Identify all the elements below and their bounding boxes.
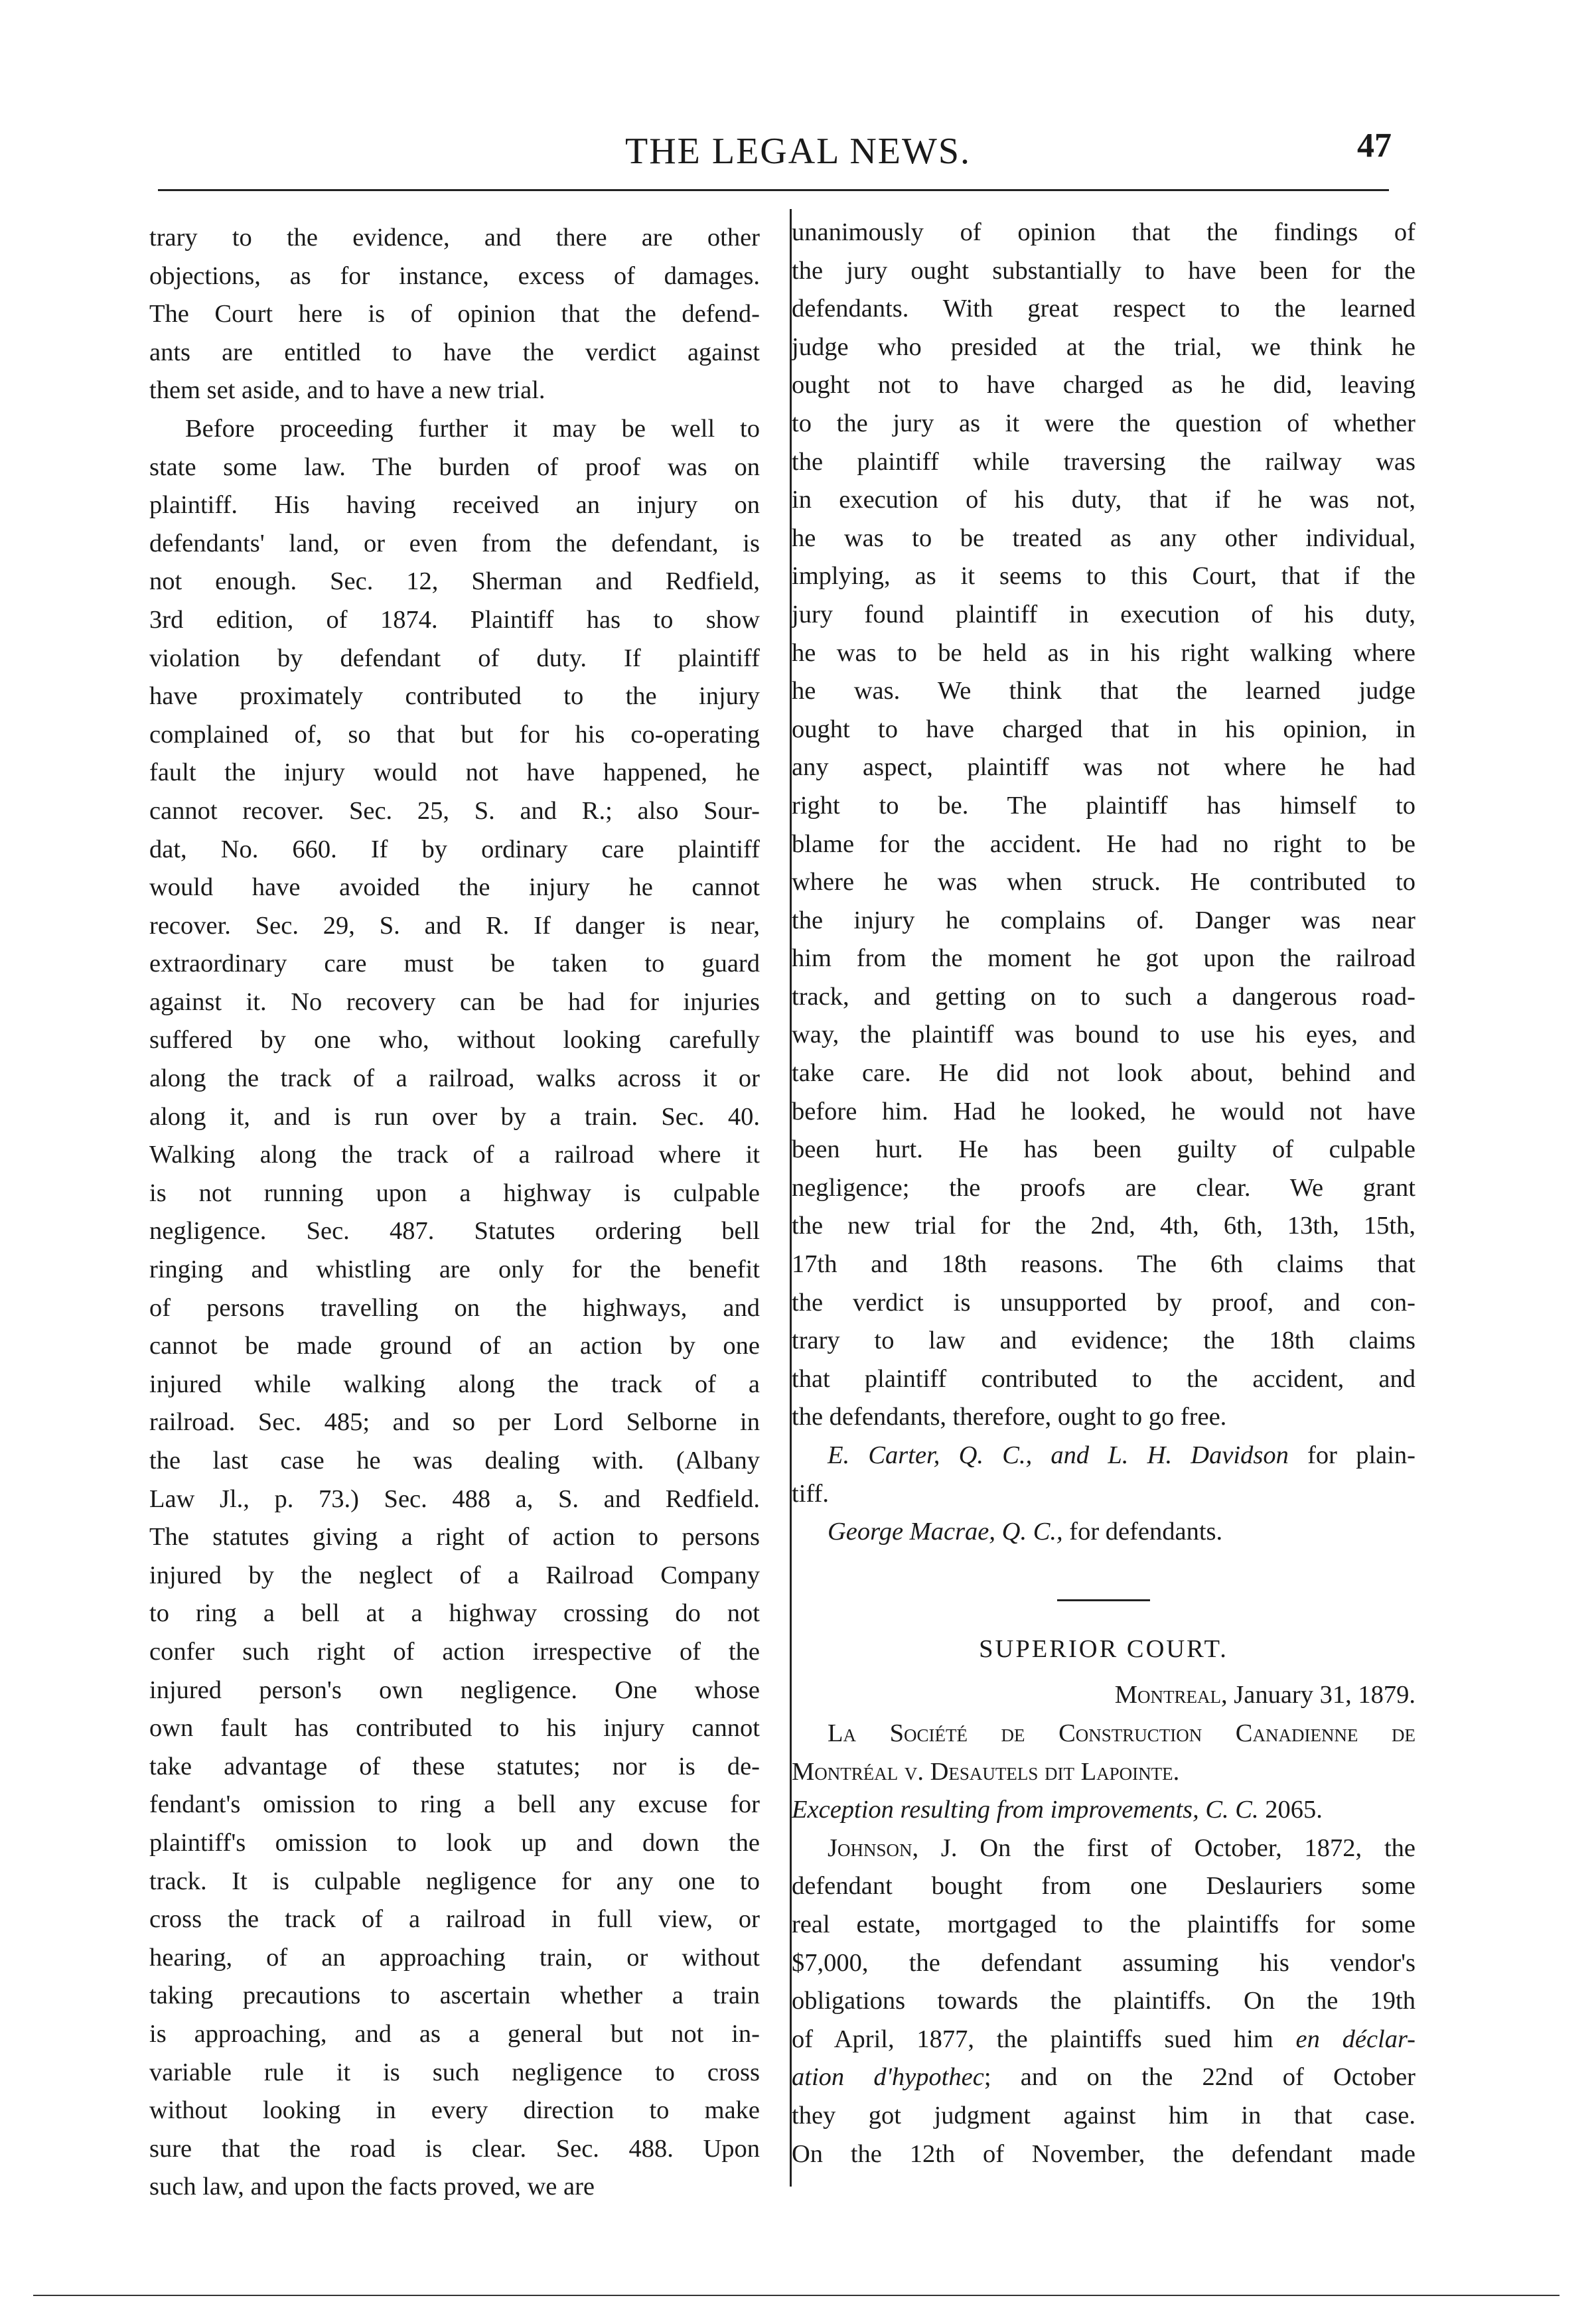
counsel-plaintiff-names: E. Carter, Q. C., and L. H. Davidson	[828, 1441, 1289, 1469]
right-column-line: take care. He did not look about, behind and	[792, 1059, 1415, 1088]
right-column-line: unanimously of opinion that the findings of	[792, 218, 1415, 246]
header-rule	[158, 189, 1389, 191]
left-column-line: taking precautions to ascertain whether a train	[149, 1982, 760, 2010]
left-column-line: Before proceeding further it may be well to	[185, 414, 760, 443]
opinion-line: $7,000, the defendant assuming his vendor's	[792, 1948, 1415, 1977]
right-column-line: negligence; the proofs are clear. We grant	[792, 1173, 1415, 1202]
left-column-line: ants are entitled to have the verdict against	[149, 338, 760, 366]
opinion-first-line	[792, 1830, 1415, 1868]
left-column-line: along it, and is run over by a train. Sec. 40.	[149, 1102, 760, 1131]
opinion-line-april	[792, 2021, 1415, 2059]
counsel-plaintiff-line-2: tiff.	[792, 1479, 829, 1508]
left-column-line: to ring a bell at a highway crossing do not	[149, 1599, 760, 1628]
left-column-line: The statutes giving a right of action to persons	[149, 1523, 760, 1551]
right-column-line: trary to law and evidence; the 18th claims	[792, 1327, 1415, 1355]
right-column-line: track, and getting on to such a dangerous road-	[792, 982, 1415, 1011]
case-title-line-2: Montréal v. Desautels dit Lapointe.	[792, 1757, 1180, 1786]
right-column	[792, 214, 1415, 2173]
case-subject-text: Exception resulting from improvements, C. C.	[792, 1796, 1259, 1824]
opinion-french-term-2: ation d'hypothec	[792, 2063, 984, 2092]
left-column-line: injured person's own negligence. One whose	[149, 1676, 760, 1704]
opinion-line-hypothec	[792, 2058, 1415, 2097]
left-column-line: hearing, of an approaching train, or without	[149, 1943, 760, 1972]
left-column-line: track. It is culpable negligence for any one to	[149, 1867, 760, 1895]
right-column-line: jury found plaintiff in execution of his duty,	[792, 600, 1415, 628]
opinion-text: of April, 1877, the plaintiffs sued him	[792, 2025, 1296, 2053]
left-column-line: state some law. The burden of proof was on	[149, 453, 760, 481]
right-column-line: the plaintiff while traversing the railway was	[792, 447, 1415, 476]
left-column-line: extraordinary care must be taken to guard	[149, 950, 760, 978]
left-column-line: recover. Sec. 29, S. and R. If danger is near,	[149, 911, 760, 940]
left-column-line: them set aside, and to have a new trial.	[149, 376, 545, 405]
left-column-line: variable rule it is such negligence to cross	[149, 2058, 760, 2086]
opinion-line: On the 12th of November, the defendant made	[792, 2139, 1415, 2168]
left-column-line: plaintiff. His having received an injury on	[149, 491, 760, 520]
left-column-line: defendants' land, or even from the defendant, is	[149, 529, 760, 557]
left-column-line: ringing and whistling are only for the benefit	[149, 1256, 760, 1284]
judge-name: Johnson, J.	[828, 1834, 958, 1862]
right-column-line: to the jury as it were the question of whether	[792, 409, 1415, 437]
right-column-body	[792, 214, 1415, 1437]
right-column-line: him from the moment he got upon the railroad	[792, 944, 1415, 973]
right-column-line: the defendants, therefore, ought to go free.	[792, 1403, 1227, 1431]
counsel-defendants-line	[792, 1513, 1415, 1551]
right-column-line: blame for the accident. He had no right to be	[792, 829, 1415, 858]
right-column-line: the jury ought substantially to have been for the	[792, 256, 1415, 285]
left-column-line: Walking along the track of a railroad where it	[149, 1141, 760, 1169]
right-column-line: defendants. With great respect to the learned	[792, 295, 1415, 323]
case-title-line-1: La Société de Construction Canadienne de	[828, 1719, 1415, 1747]
left-column-line: confer such right of action irrespective of the	[149, 1637, 760, 1666]
opinion-french-term: en déclar-	[1295, 2025, 1415, 2053]
left-column-line: the last case he was dealing with. (Albany	[149, 1447, 760, 1475]
left-column-line: injured while walking along the track of a	[149, 1370, 760, 1398]
left-column-line: of persons travelling on the highways, and	[149, 1293, 760, 1322]
left-column-line: is approaching, and as a general but not in-	[149, 2019, 760, 2048]
right-column-line: he was to be held as in his right walking where	[792, 638, 1415, 667]
left-column-line: against it. No recovery can be had for injuries	[149, 987, 760, 1016]
left-column-line: plaintiff's omission to look up and down the	[149, 1828, 760, 1857]
left-column-line: sure that the road is clear. Sec. 488. Upon	[149, 2134, 760, 2163]
left-column-line: cannot recover. Sec. 25, S. and R.; also Sour-	[149, 796, 760, 825]
opinion-tail	[792, 2097, 1415, 2173]
left-column-line: injured by the neglect of a Railroad Company	[149, 1561, 760, 1589]
counsel-defendants-name: George Macrae, Q. C.,	[828, 1518, 1063, 1546]
left-column-line: not enough. Sec. 12, Sherman and Redfield,	[149, 567, 760, 596]
left-column-line: would have avoided the injury he cannot	[149, 873, 760, 902]
opinion-text-2: ; and on the 22nd of October	[983, 2063, 1415, 2092]
page-number: 47	[1357, 127, 1392, 165]
left-column-line: along the track of a railroad, walks across it or	[149, 1064, 760, 1093]
case-subject-article: 2065.	[1258, 1796, 1323, 1824]
left-column	[149, 219, 760, 2206]
left-column-line: is not running upon a highway is culpable	[149, 1179, 760, 1207]
counsel-plaintiff-line	[792, 1437, 1415, 1475]
section-rule	[1057, 1599, 1150, 1601]
left-column-line: The Court here is of opinion that the defend-	[149, 300, 760, 328]
left-column-line: take advantage of these statutes; nor is de-	[149, 1752, 760, 1780]
bottom-rule	[33, 2295, 1560, 2296]
dateline-place: Montreal,	[1114, 1681, 1228, 1709]
opinion-line: defendant bought from one Deslauriers some	[792, 1872, 1415, 1901]
right-column-line: judge who presided at the trial, we think he	[792, 332, 1415, 361]
opinion-line: they got judgment against him in that case.	[792, 2101, 1415, 2129]
opinion-line: real estate, mortgaged to the plaintiffs for some	[792, 1910, 1415, 1938]
right-column-line: that plaintiff contributed to the accident, and	[792, 1364, 1415, 1393]
left-column-line: without looking in every direction to make	[149, 2096, 760, 2125]
dateline-date: January 31, 1879.	[1227, 1681, 1415, 1709]
left-column-line: fendant's omission to ring a bell any excuse for	[149, 1790, 760, 1819]
left-column-line: objections, as for instance, excess of damages.	[149, 261, 760, 290]
left-column-line: suffered by one who, without looking carefully	[149, 1026, 760, 1054]
opinion-line: obligations towards the plaintiffs. On the 19th	[792, 1987, 1415, 2015]
right-column-line: where he was when struck. He contributed to	[792, 868, 1415, 897]
left-column-line: cannot be made ground of an action by one	[149, 1332, 760, 1360]
left-column-line: such law, and upon the facts proved, we are	[149, 2173, 595, 2201]
running-title: THE LEGAL NEWS.	[625, 131, 971, 172]
right-column-line: any aspect, plaintiff was not where he had	[792, 753, 1415, 782]
left-column-line: dat, No. 660. If by ordinary care plaintiff	[149, 835, 760, 863]
right-column-line: way, the plaintiff was bound to use his eyes, and	[792, 1021, 1415, 1049]
left-column-line: cross the track of a railroad in full view, or	[149, 1905, 760, 1934]
left-column-line: trary to the evidence, and there are other	[149, 224, 760, 252]
left-column-line: violation by defendant of duty. If plaintiff	[149, 644, 760, 672]
left-column-line: complained of, so that but for his co-operating	[149, 720, 760, 749]
right-column-line: 17th and 18th reasons. The 6th claims that	[792, 1250, 1415, 1279]
counsel-plaintiff-suffix: for plain-	[1288, 1441, 1415, 1469]
left-column-line: negligence. Sec. 487. Statutes ordering bell	[149, 1217, 760, 1246]
right-column-line: he was to be treated as any other individual,	[792, 524, 1415, 552]
section-heading: SUPERIOR COURT.	[979, 1634, 1228, 1663]
right-column-line: the verdict is unsupported by proof, and con-	[792, 1288, 1415, 1317]
right-column-line: right to be. The plaintiff has himself to	[792, 791, 1415, 820]
left-column-line: 3rd edition, of 1874. Plaintiff has to show	[149, 605, 760, 634]
opinion-first-text: On the first of October, 1872, the	[957, 1834, 1415, 1862]
left-column-line: Law Jl., p. 73.) Sec. 488 a, S. and Redfield.	[149, 1484, 760, 1513]
left-column-line: own fault has contributed to his injury cannot	[149, 1714, 760, 1743]
right-column-line: been hurt. He has been guilty of culpable	[792, 1135, 1415, 1164]
right-column-line: before him. Had he looked, he would not have	[792, 1097, 1415, 1125]
right-column-line: ought not to have charged as he did, leaving	[792, 371, 1415, 399]
counsel-defendants-suffix: for defendants.	[1062, 1518, 1223, 1546]
right-column-line: in execution of his duty, that if he was not,	[792, 486, 1415, 514]
left-column-line: fault the injury would not have happened, he	[149, 758, 760, 787]
left-column-line: have proximately contributed to the injury	[149, 682, 760, 711]
right-column-line: the injury he complains of. Danger was near	[792, 906, 1415, 934]
right-column-line: ought to have charged that in his opinion, in	[792, 715, 1415, 743]
left-column-line: railroad. Sec. 485; and so per Lord Selborne in	[149, 1408, 760, 1437]
right-column-line: implying, as it seems to this Court, that if the	[792, 562, 1415, 591]
right-column-line: he was. We think that the learned judge	[792, 677, 1415, 705]
case-subject	[792, 1791, 1415, 1830]
right-column-line: the new trial for the 2nd, 4th, 6th, 13th, 15th,	[792, 1212, 1415, 1240]
opinion-body	[792, 1867, 1415, 2020]
dateline	[792, 1676, 1415, 1715]
